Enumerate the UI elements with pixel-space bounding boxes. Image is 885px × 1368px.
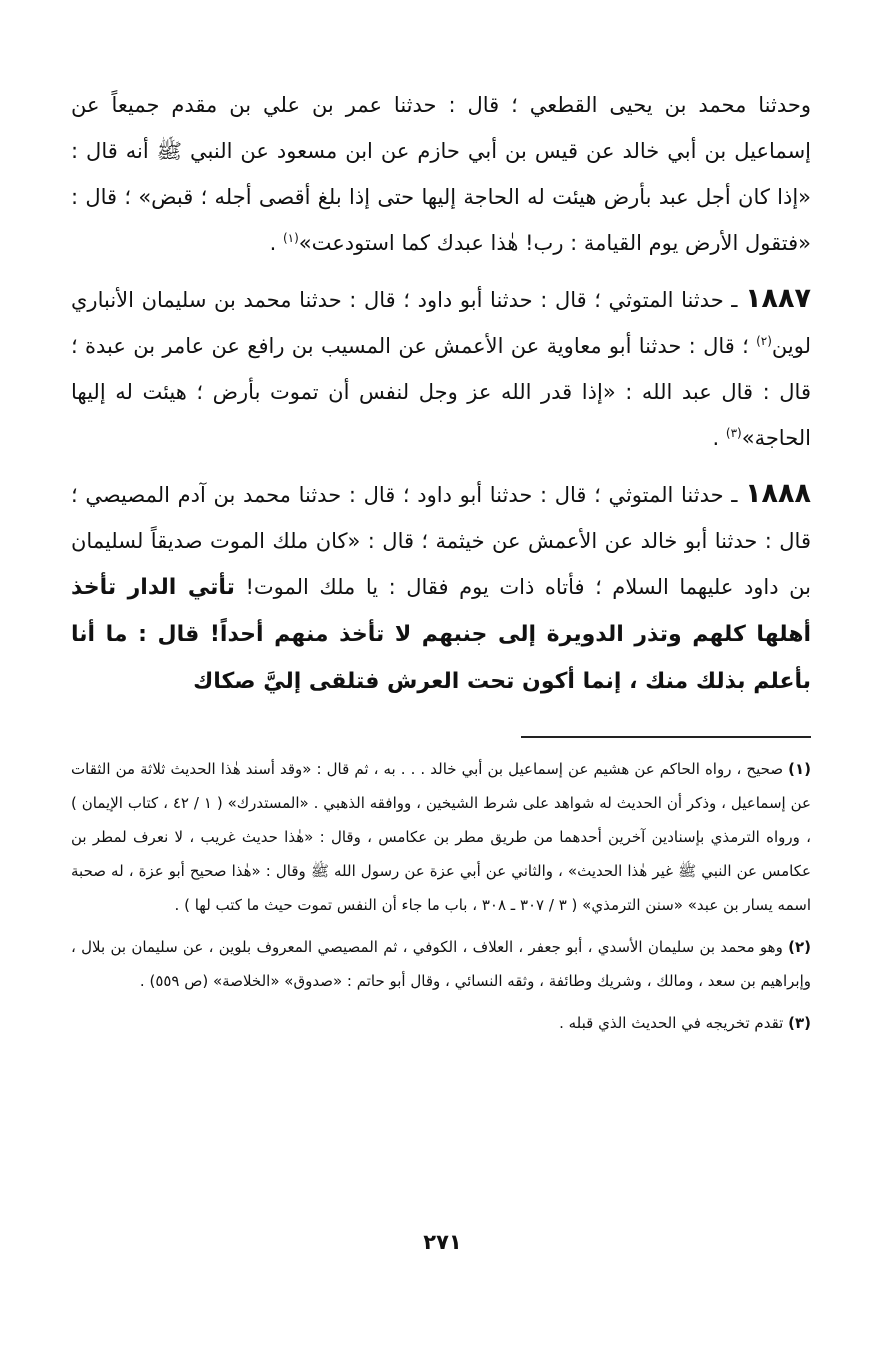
paragraph-end: .	[269, 231, 283, 255]
footnote-2	[71, 930, 811, 998]
footnote-text: وهو محمد بن سليمان الأسدي ، أبو جعفر ، العلاف ، الكوفي ، ثم المصيصي المعروف بلوين ، عن سليمان بن بلال ، وإبراهيم بن سعد ، ومالك ، وشريك وطائفة ، وثقه النسائي ، وقال أبو حاتم : «صدوق» «الخلاصة» (ص ٥٥٩) .	[71, 938, 811, 990]
paragraph-text: وحدثنا محمد بن يحيى القطعي ؛ قال : حدثنا عمر بن علي بن مقدم جميعاً عن إسماعيل بن أبي خالد عن قيس بن أبي حازم عن ابن مسعود عن النبي ﷺ أنه قال : «إذا كان أجل عبد بأرض هيئت له الحاجة إليها حتى إذا بلغ أقصى أجله ؛ قبض» ؛ قال : «فتقول الأرض يوم القيامة : رب! هٰذا عبدك كما استودعت»	[71, 93, 811, 255]
hadith-text-bold: تأتي الدار تأخذ أهلها كلهم وتذر الدويرة إلى جنبهم لا تأخذ منهم أحداً! قال : ما أنا بأعلم بذلك منك ، إنما أكون تحت العرش فتلقى إليَّ صكاك	[71, 575, 811, 694]
main-text	[71, 82, 811, 715]
footnote-ref-1: (١)	[282, 231, 299, 245]
footnote-marker: (٣)	[788, 1014, 811, 1032]
hadith-text: ـ حدثنا المتوثي ؛ قال : حدثنا أبو داود ؛ قال : حدثنا محمد بن آدم المصيصي ؛ قال : حدثنا أبو خالد عن الأعمش عن خيثمة ؛ قال : «كان ملك الموت صديقاً لسليمان بن داود عليهما السلام ؛ فأتاه ذات يوم فقال : يا ملك الموت!	[71, 483, 811, 599]
footnote-1	[71, 752, 811, 922]
hadith-continuation	[71, 82, 811, 266]
hadith-number: ١٨٨٨	[745, 478, 811, 509]
page-number: ٢٧١	[423, 1230, 462, 1254]
hadith-1887	[71, 276, 811, 461]
footnote-text: تقدم تخريجه في الحديث الذي قبله .	[559, 1014, 789, 1032]
footnote-marker: (١)	[788, 760, 811, 778]
hadith-number: ١٨٨٧	[745, 283, 811, 314]
footnote-text: صحيح ، رواه الحاكم عن هشيم عن إسماعيل بن أبي خالد . . . به ، ثم قال : «وقد أسند هٰذا الحديث ثلاثة من الثقات عن إسماعيل ، وذكر أن الحديث له شواهد على شرط الشيخين ، ووافقه الذهبي . «المستدرك» ( ١ / ٤٢ ، كتاب الإيمان ) ، ورواه الترمذي بإسنادين آخرين أحدهما من طريق مطر بن عكامس ، وقال : «هٰذا حديث غريب ، لا نعرف لمطر بن عكامس عن النبي ﷺ غير هٰذا الحديث» ، والثاني عن أبي عزة عن رسول الله ﷺ وقال : «هٰذا صحيح أبو عزة ، له صحبة اسمه يسار بن عبد» «سنن الترمذي» ( ٣ / ٣٠٧ ـ ٣٠٨ ، باب ما جاء أن النفس تموت حيث ما كتب لها ) .	[71, 760, 811, 914]
footnote-marker: (٢)	[788, 938, 811, 956]
paragraph-end: .	[712, 426, 726, 450]
footnotes	[71, 752, 811, 1048]
hadith-1888	[71, 471, 811, 705]
hadith-text-a: ـ حدثنا المتوثي ؛ قال : حدثنا أبو داود ؛ قال : حدثنا محمد بن سليمان الأنباري لوين	[71, 288, 811, 358]
footnote-separator	[521, 736, 811, 738]
footnote-3	[71, 1006, 811, 1040]
footnote-ref-2: (٢)	[756, 334, 772, 348]
hadith-text-b: ؛ قال : حدثنا أبو معاوية عن الأعمش عن المسيب بن رافع عن عامر بن عبدة ؛ قال : قال عبد الله : «إذا قدر الله عز وجل لنفس أن تموت بأرض ؛ هيئت له إليها الحاجة»	[71, 334, 811, 450]
footnote-ref-3: (٣)	[725, 426, 742, 440]
